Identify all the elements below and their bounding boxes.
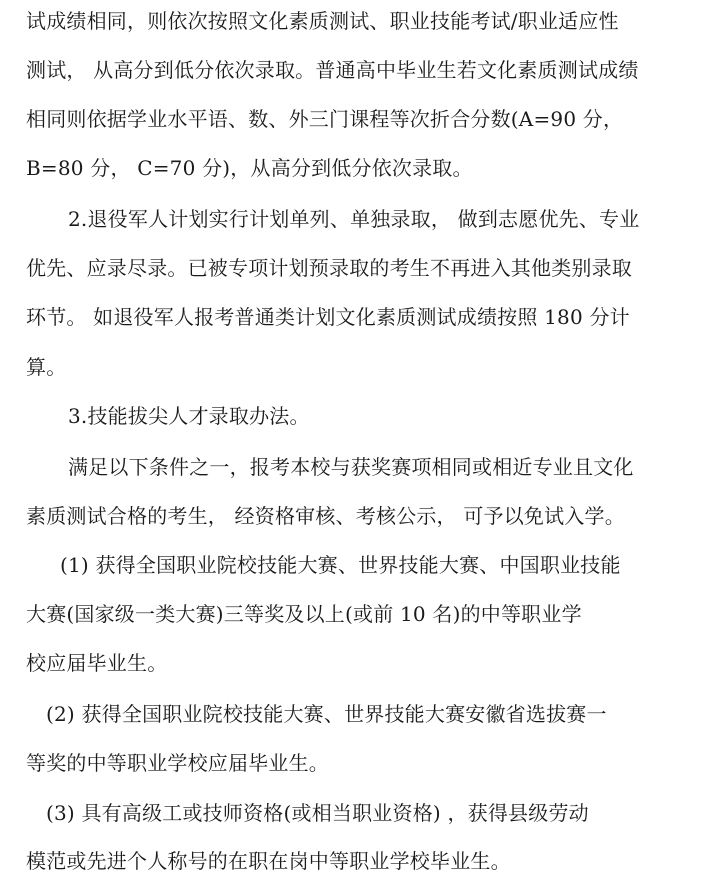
text-line-8: 算。 [26, 355, 67, 379]
text-line-1: 试成绩相同，则依次按照文化素质测试、职业技能考试/职业适应性 [26, 9, 619, 33]
text-line-18: 模范或先进个人称号的在职在岗中等职业学校毕业生。 [26, 849, 511, 873]
text-line-4: B=80 分， C=70 分)，从高分到低分依次录取。 [26, 156, 473, 180]
text-line-15: (2) 获得全国职业院校技能大赛、世界技能大赛安徽省选拔赛一 [46, 702, 607, 726]
text-line-6: 优先、应录尽录。已被专项计划预录取的考生不再进入其他类别录取 [26, 256, 632, 280]
text-line-13: 大赛(国家级一类大赛)三等奖及以上(或前 10 名)的中等职业学 [26, 602, 582, 626]
text-line-16: 等奖的中等职业学校应届毕业生。 [26, 751, 329, 775]
text-line-11: 素质测试合格的考生， 经资格审核、考核公示， 可予以免试入学。 [26, 504, 625, 528]
text-line-9: 3.技能拔尖人才录取办法。 [68, 404, 310, 428]
text-line-7: 环节。 如退役军人报考普通类计划文化素质测试成绩按照 180 分计 [26, 305, 630, 329]
text-line-2: 测试， 从高分到低分依次录取。普通高中毕业生若文化素质测试成绩 [26, 58, 639, 82]
text-line-17: (3) 具有高级工或技师资格(或相当职业资格) ，获得县级劳动 [46, 801, 589, 825]
text-line-3: 相同则依据学业水平语、数、外三门课程等次折合分数(A=90 分， [26, 107, 624, 131]
text-line-5: 2.退役军人计划实行计划单列、单独录取， 做到志愿优先、专业 [68, 207, 640, 231]
text-line-10: 满足以下条件之一，报考本校与获奖赛项相同或相近专业且文化 [68, 455, 634, 479]
text-line-12: (1) 获得全国职业院校技能大赛、世界技能大赛、中国职业技能 [60, 553, 621, 577]
text-line-14: 校应届毕业生。 [26, 651, 168, 675]
